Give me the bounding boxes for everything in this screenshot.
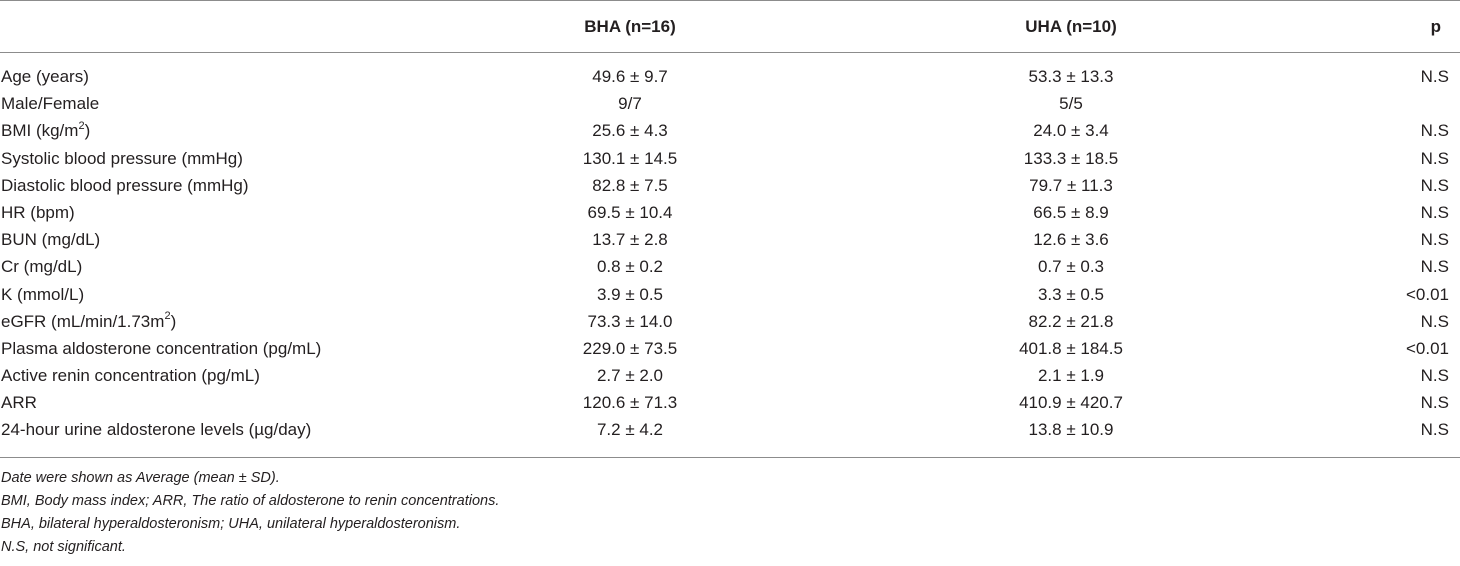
footnote: BMI, Body mass index; ARR, The ratio of aldosterone to renin concentrations.	[1, 493, 500, 509]
header-rule	[0, 52, 1460, 53]
p-value: N.S	[1420, 420, 1449, 440]
row-label	[1, 90, 99, 117]
row-label-text: BUN (mg/dL)	[1, 230, 101, 250]
bha-value: 73.3 ± 14.0	[587, 311, 673, 331]
table-row	[0, 226, 1460, 253]
row-label-text: Plasma aldosterone concentration (pg/mL)	[1, 338, 322, 358]
row-label-text: K (mmol/L)	[1, 284, 85, 304]
row-label-text: Cr (mg/dL)	[1, 257, 83, 277]
row-label	[1, 145, 243, 172]
row-label-text: ARR	[1, 393, 37, 413]
bha-value: 82.8 ± 7.5	[592, 175, 668, 195]
row-label-suffix: )	[170, 311, 177, 331]
bha-value: 0.8 ± 0.2	[596, 257, 664, 277]
top-rule	[0, 0, 1460, 1]
header-uha: UHA (n=10)	[1025, 17, 1117, 36]
table-row	[0, 308, 1460, 335]
row-label-text: Systolic blood pressure (mmHg)	[1, 148, 243, 168]
row-label-text: 24-hour urine aldosterone levels (µg/day)	[1, 420, 312, 440]
footnote: N.S, not significant.	[1, 539, 126, 555]
uha-value: 410.9 ± 420.7	[1019, 393, 1123, 413]
row-label	[1, 253, 82, 280]
p-value: <0.01	[1405, 284, 1449, 304]
p-value: N.S	[1420, 257, 1449, 277]
p-value: N.S	[1420, 121, 1449, 141]
row-label	[1, 281, 84, 308]
uha-value: 401.8 ± 184.5	[1019, 338, 1123, 358]
row-label	[1, 226, 100, 253]
header-p: p	[1430, 17, 1441, 36]
uha-value: 53.3 ± 13.3	[1028, 67, 1114, 86]
row-label-suffix: )	[84, 121, 91, 141]
p-value: N.S	[1420, 366, 1449, 386]
table-row	[0, 335, 1460, 362]
uha-value: 12.6 ± 3.6	[1033, 230, 1109, 250]
p-value: N.S	[1420, 230, 1449, 250]
bha-value: 130.1 ± 14.5	[582, 148, 678, 168]
bha-value: 25.6 ± 4.3	[592, 121, 668, 141]
table-row	[0, 117, 1460, 144]
bha-value: 49.6 ± 9.7	[592, 67, 668, 86]
uha-value: 0.7 ± 0.3	[1037, 257, 1105, 277]
uha-value: 79.7 ± 11.3	[1029, 175, 1113, 195]
bha-value: 120.6 ± 71.3	[582, 393, 678, 413]
p-value: N.S	[1420, 148, 1449, 168]
bha-value: 3.9 ± 0.5	[596, 284, 664, 304]
bha-value: 229.0 ± 73.5	[582, 338, 678, 358]
footnote: BHA, bilateral hyperaldosteronism; UHA, unilateral hyperaldosteronism.	[1, 516, 461, 532]
row-label	[1, 63, 89, 90]
bha-value: 7.2 ± 4.2	[596, 420, 664, 440]
footnote: Date were shown as Average (mean ± SD).	[1, 470, 280, 486]
table-row	[0, 362, 1460, 389]
row-label	[1, 308, 176, 335]
p-value: N.S	[1420, 175, 1449, 195]
row-label-text: Active renin concentration (pg/mL)	[1, 366, 260, 386]
row-label	[1, 199, 75, 226]
row-label	[1, 389, 37, 416]
row-label	[1, 416, 311, 443]
row-label	[1, 117, 90, 144]
table-row	[0, 253, 1460, 280]
bha-value: 13.7 ± 2.8	[592, 230, 668, 250]
row-label	[1, 172, 249, 199]
row-label-text: eGFR (mL/min/1.73m	[1, 311, 165, 331]
table-body	[0, 63, 1460, 444]
p-value: N.S	[1420, 202, 1449, 222]
table-row	[0, 416, 1460, 443]
bottom-rule	[0, 457, 1460, 458]
uha-value: 5/5	[1059, 94, 1083, 114]
table-row	[0, 63, 1460, 90]
row-label	[1, 362, 260, 389]
table-row	[0, 90, 1460, 117]
row-label-superscript: 2	[164, 310, 171, 323]
uha-value: 13.8 ± 10.9	[1028, 420, 1114, 440]
row-label-superscript: 2	[78, 119, 85, 132]
uha-value: 82.2 ± 21.8	[1028, 311, 1114, 331]
row-label-text: Male/Female	[1, 94, 100, 114]
p-value: N.S	[1420, 393, 1449, 413]
footnotes	[1, 467, 499, 559]
uha-value: 3.3 ± 0.5	[1037, 284, 1105, 304]
row-label-text: Age (years)	[1, 67, 89, 86]
p-value: N.S	[1420, 67, 1449, 86]
row-label-text: HR (bpm)	[1, 202, 75, 222]
uha-value: 24.0 ± 3.4	[1033, 121, 1109, 141]
p-value: <0.01	[1405, 338, 1449, 358]
table-row	[0, 281, 1460, 308]
p-value: N.S	[1420, 311, 1449, 331]
header-bha: BHA (n=16)	[584, 17, 676, 36]
uha-value: 133.3 ± 18.5	[1023, 148, 1119, 168]
bha-value: 9/7	[618, 94, 642, 114]
table-row	[0, 199, 1460, 226]
table-row	[0, 172, 1460, 199]
table-row	[0, 145, 1460, 172]
row-label	[1, 335, 321, 362]
table-row	[0, 389, 1460, 416]
uha-value: 66.5 ± 8.9	[1033, 202, 1109, 222]
row-label-text: Diastolic blood pressure (mmHg)	[1, 175, 249, 195]
bha-value: 69.5 ± 10.4	[587, 202, 673, 222]
bha-value: 2.7 ± 2.0	[596, 366, 664, 386]
row-label-text: BMI (kg/m	[1, 121, 79, 141]
uha-value: 2.1 ± 1.9	[1037, 366, 1105, 386]
